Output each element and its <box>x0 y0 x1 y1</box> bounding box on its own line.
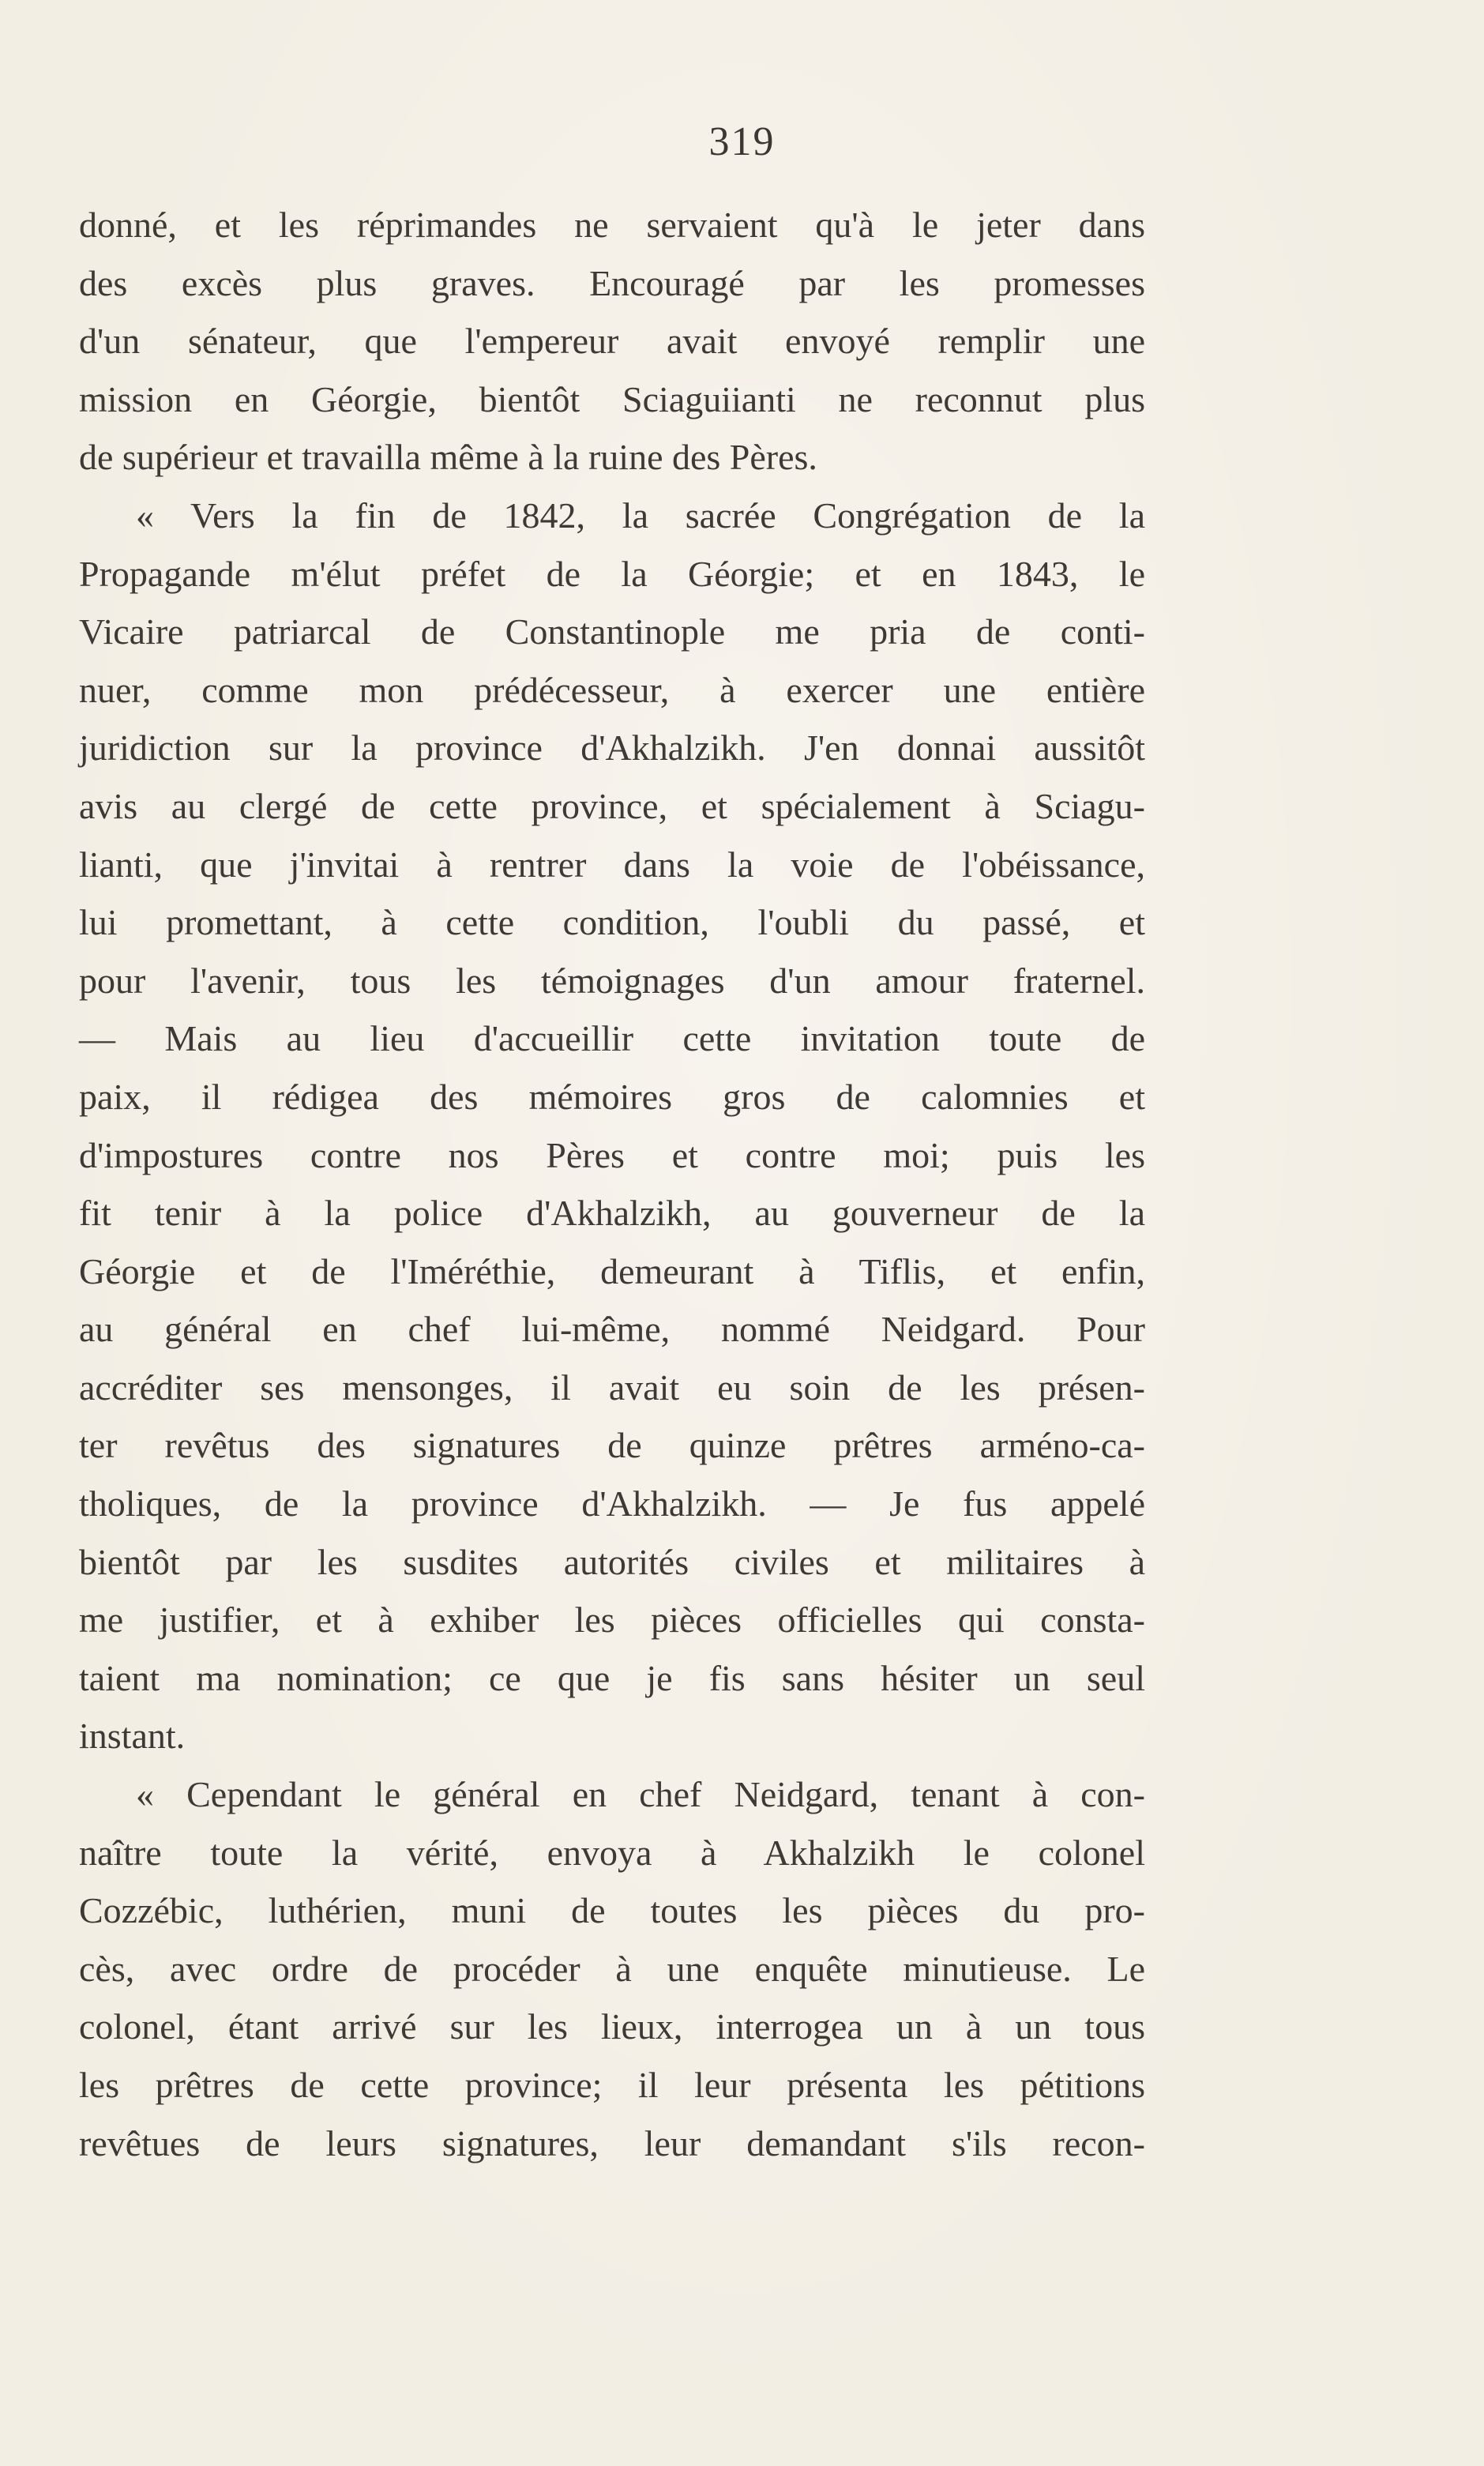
text-line: me justifier, et à exhiber les pièces officielles qui consta- <box>79 1600 1145 1641</box>
text-line: lui promettant, à cette condition, l'oubli du passé, et <box>79 902 1145 943</box>
text-line: taient ma nomination; ce que je fis sans hésiter un seul <box>79 1657 1145 1698</box>
text-line: accréditer ses mensonges, il avait eu soin de les présen- <box>79 1366 1145 1408</box>
body-text <box>79 196 1145 2172</box>
text-line: nuer, comme mon prédécesseur, à exercer une entière <box>79 669 1145 710</box>
text-line: ter revêtus des signatures de quinze prêtres arméno-ca- <box>79 1425 1145 1466</box>
text-line: juridiction sur la province d'Akhalzikh. J'en donnai aussitôt <box>79 727 1145 769</box>
text-line: « Vers la fin de 1842, la sacrée Congrégation de la <box>136 494 1145 536</box>
text-line: avis au clergé de cette province, et spécialement à Sciagu- <box>79 785 1145 826</box>
text-line: cès, avec ordre de procéder à une enquête minutieuse. Le <box>79 1948 1145 1989</box>
text-line: pour l'avenir, tous les témoignages d'un amour fraternel. <box>79 960 1145 1001</box>
text-line: de supérieur et travailla même à la ruine des Pères. <box>79 437 817 478</box>
text-line: Géorgie et de l'Iméréthie, demeurant à Tiflis, et enfin, <box>79 1250 1145 1291</box>
text-line: fit tenir à la police d'Akhalzikh, au gouverneur de la <box>79 1193 1145 1234</box>
page-number: 319 <box>708 119 776 164</box>
text-line: bientôt par les susdites autorités civiles et militaires à <box>79 1541 1145 1582</box>
text-line: colonel, étant arrivé sur les lieux, interrogea un à un tous <box>79 2006 1145 2047</box>
text-line: des excès plus graves. Encouragé par les promesses <box>79 262 1145 303</box>
text-line: tholiques, de la province d'Akhalzikh. — Je fus appelé <box>79 1483 1145 1524</box>
text-line: paix, il rédigea des mémoires gros de calomnies et <box>79 1076 1145 1117</box>
text-line: Propagande m'élut préfet de la Géorgie; et en 1843, le <box>79 553 1145 594</box>
text-line: Vicaire patriarcal de Constantinople me pria de conti- <box>79 611 1145 652</box>
text-line: « Cependant le général en chef Neidgard, tenant à con- <box>136 1774 1145 1815</box>
text-line: instant. <box>79 1716 186 1757</box>
text-line: d'impostures contre nos Pères et contre moi; puis les <box>79 1134 1145 1175</box>
text-line: lianti, que j'invitai à rentrer dans la voie de l'obéissance, <box>79 844 1145 885</box>
text-line: Cozzébic, luthérien, muni de toutes les pièces du pro- <box>79 1890 1145 1931</box>
text-line: revêtues de leurs signatures, leur demandant s'ils recon- <box>79 2122 1145 2163</box>
text-line: — Mais au lieu d'accueillir cette invitation toute de <box>79 1018 1145 1059</box>
text-line: naître toute la vérité, envoya à Akhalzikh le colonel <box>79 1832 1145 1873</box>
text-line: d'un sénateur, que l'empereur avait envoyé remplir une <box>79 321 1145 362</box>
text-line: les prêtres de cette province; il leur présenta les pétitions <box>79 2065 1145 2105</box>
text-line: mission en Géorgie, bientôt Sciaguiianti ne reconnut plus <box>79 378 1145 419</box>
text-line: au général en chef lui-même, nommé Neidgard. Pour <box>79 1309 1145 1350</box>
text-line: donné, et les réprimandes ne servaient qu'à le jeter dans <box>79 205 1145 245</box>
